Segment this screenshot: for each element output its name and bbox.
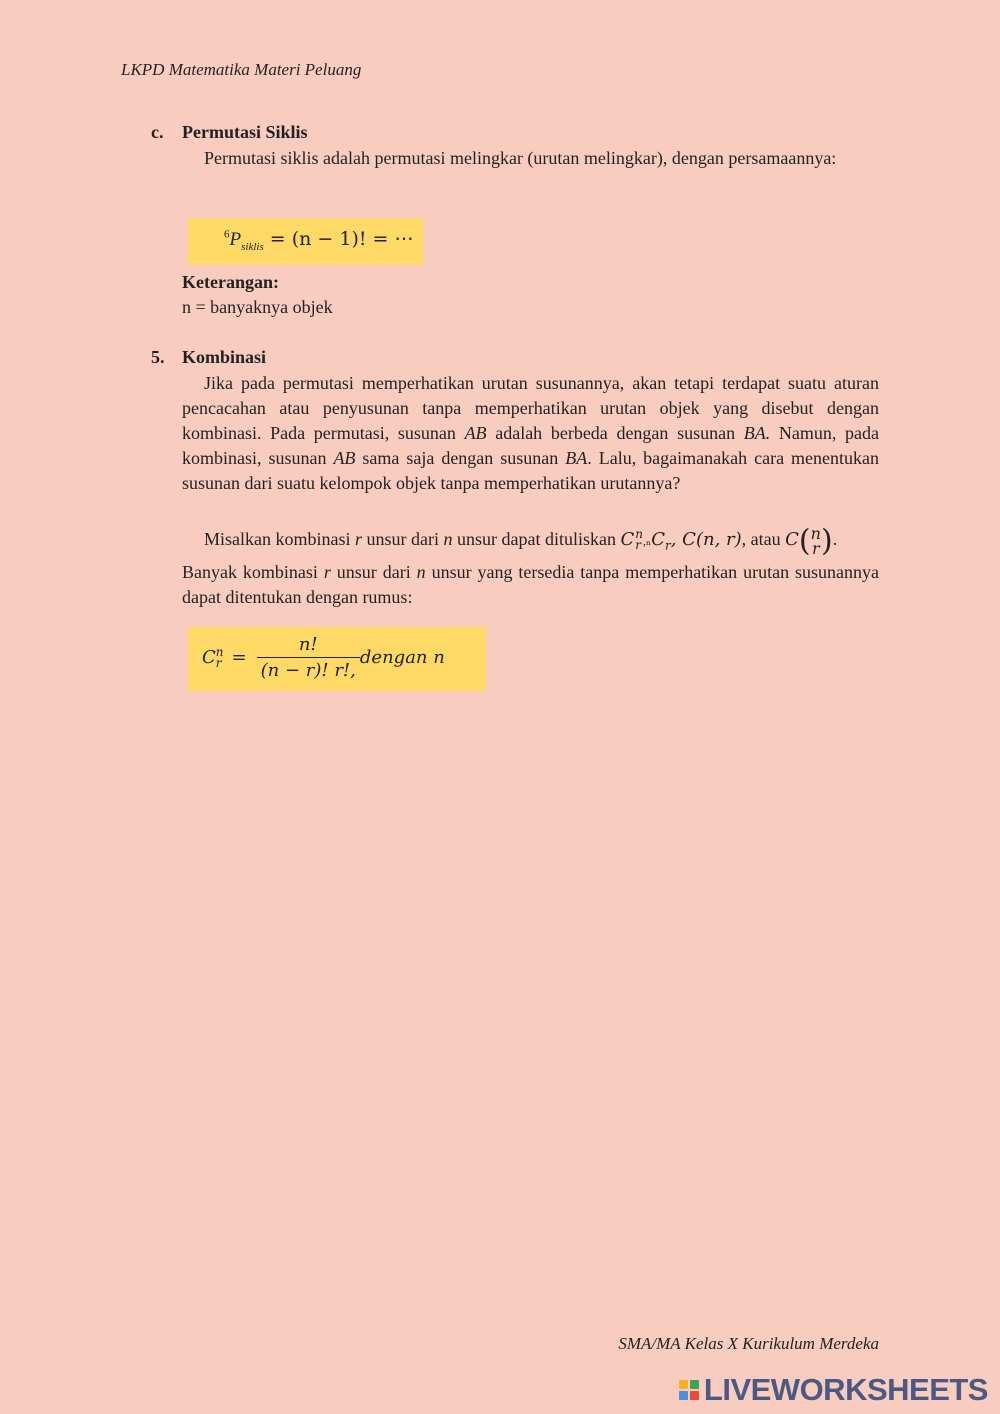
p2-c: unsur dapat dituliskan: [452, 529, 621, 550]
formula-symbol: P: [229, 229, 242, 250]
p3-b: unsur dari: [330, 562, 417, 582]
logo-square-1: [679, 1380, 688, 1389]
logo-text: LIVEWORKSHEETS: [703, 1372, 988, 1407]
formula-tail: dengan n: [359, 647, 445, 668]
page-footer: SMA/MA Kelas X Kurikulum Merdeka: [618, 1334, 879, 1353]
p1-c: Namun, pada kombinasi, susunan: [182, 423, 879, 468]
notation-c2: C: [651, 529, 665, 551]
formula-eq: =: [231, 647, 247, 668]
notation-sep: ,ₙ: [643, 534, 652, 549]
section-c-marker: c.: [151, 122, 164, 142]
section-5-paragraph-1: [182, 371, 879, 496]
page-header: LKPD Matematika Materi Peluang: [121, 60, 362, 79]
binom-stack: [811, 526, 821, 556]
p1-b: adalah berbeda dengan susunan: [486, 423, 744, 443]
section-5-paragraph-3: [182, 560, 879, 610]
p3-c: unsur yang tersedia tanpa memperhatikan urutan susunannya dapat ditentukan dengan rumus:: [182, 562, 880, 607]
logo-square-3: [679, 1391, 688, 1400]
p1-ab2: AB: [333, 448, 356, 468]
formula-lhs: [202, 644, 224, 670]
formula-numerator: n!: [257, 634, 360, 658]
notation-c1-letter: C: [620, 529, 635, 551]
p1-ba1: BA.: [743, 423, 771, 443]
p2-atau: , atau: [741, 529, 786, 550]
section-5-paragraph-2: Misalkan kombinasi r unsur dari n unsur dapat dituliskan C n r ,ₙC$_r$, C(n, r), atau C( n r ).: [204, 523, 838, 559]
section-5-title: Kombinasi: [182, 347, 267, 367]
p2-n: n: [443, 529, 453, 550]
p2-b: unsur dari: [362, 529, 444, 550]
formula-permutasi-siklis: [188, 218, 423, 265]
notation-c3: , C(n, r): [670, 529, 742, 551]
liveworksheets-logo: [679, 1372, 988, 1408]
section-c-title: Permutasi Siklis: [182, 122, 308, 142]
notation-c1: [620, 527, 643, 553]
formula-rhs: = (n − 1)! = ⋯: [263, 228, 414, 250]
formula-kombinasi: [188, 627, 486, 691]
binom-bottom: r: [811, 539, 820, 558]
notation-c1-sup: n: [635, 527, 643, 542]
p3-r: r: [323, 562, 331, 582]
logo-square-2: [690, 1380, 699, 1389]
section-c-body: [182, 146, 879, 171]
binom-close: ): [820, 523, 833, 559]
formula-lhs-sub: r: [215, 655, 222, 670]
notation-c2-sub: r: [664, 538, 671, 553]
formula-lhs-letter: C: [202, 646, 216, 668]
section-c-body-text: Permutasi siklis adalah permutasi melingkar (urutan melingkar), dengan persamaannya:: [204, 148, 837, 168]
binom-top: n: [810, 524, 821, 543]
p1-ab1: AB: [464, 423, 487, 443]
section-5-marker: 5.: [151, 347, 165, 367]
keterangan-label: Keterangan:: [182, 272, 279, 292]
p2-a: Misalkan kombinasi: [204, 529, 355, 550]
notation-c1-sub: r: [635, 538, 642, 553]
formula-lhs-sup: n: [215, 644, 224, 659]
p1-a: Jika pada permutasi memperhatikan urutan susunannya, akan tetapi terdapat suatu aturan pencacahan atau penyusunan tanpa memperhatikan urutan objek yang disebut dengan kombinasi. Pada permutasi, susunan: [182, 373, 879, 443]
p1-d: sama saja dengan susunan: [355, 448, 566, 468]
p3-n: n: [416, 562, 426, 582]
formula-fraction: [257, 634, 360, 681]
formula-sup: 6: [224, 228, 230, 241]
logo-grid-icon: [679, 1380, 699, 1400]
p2-r: r: [355, 529, 363, 550]
logo-square-4: [690, 1391, 699, 1400]
binom-open: (: [798, 523, 811, 559]
p1-e: . Lalu, bagaimanakah cara menentukan susunan dari suatu kelompok objek tanpa memperhatikan urutannya?: [182, 448, 879, 493]
formula-denominator: (n − r)! r!,: [260, 660, 356, 681]
keterangan-text: n = banyaknya objek: [182, 297, 333, 317]
formula-sub: siklis: [241, 240, 264, 253]
notation-c4: C: [785, 529, 799, 551]
p3-a: Banyak kombinasi: [182, 562, 324, 582]
p1-ba2: BA: [565, 448, 588, 468]
